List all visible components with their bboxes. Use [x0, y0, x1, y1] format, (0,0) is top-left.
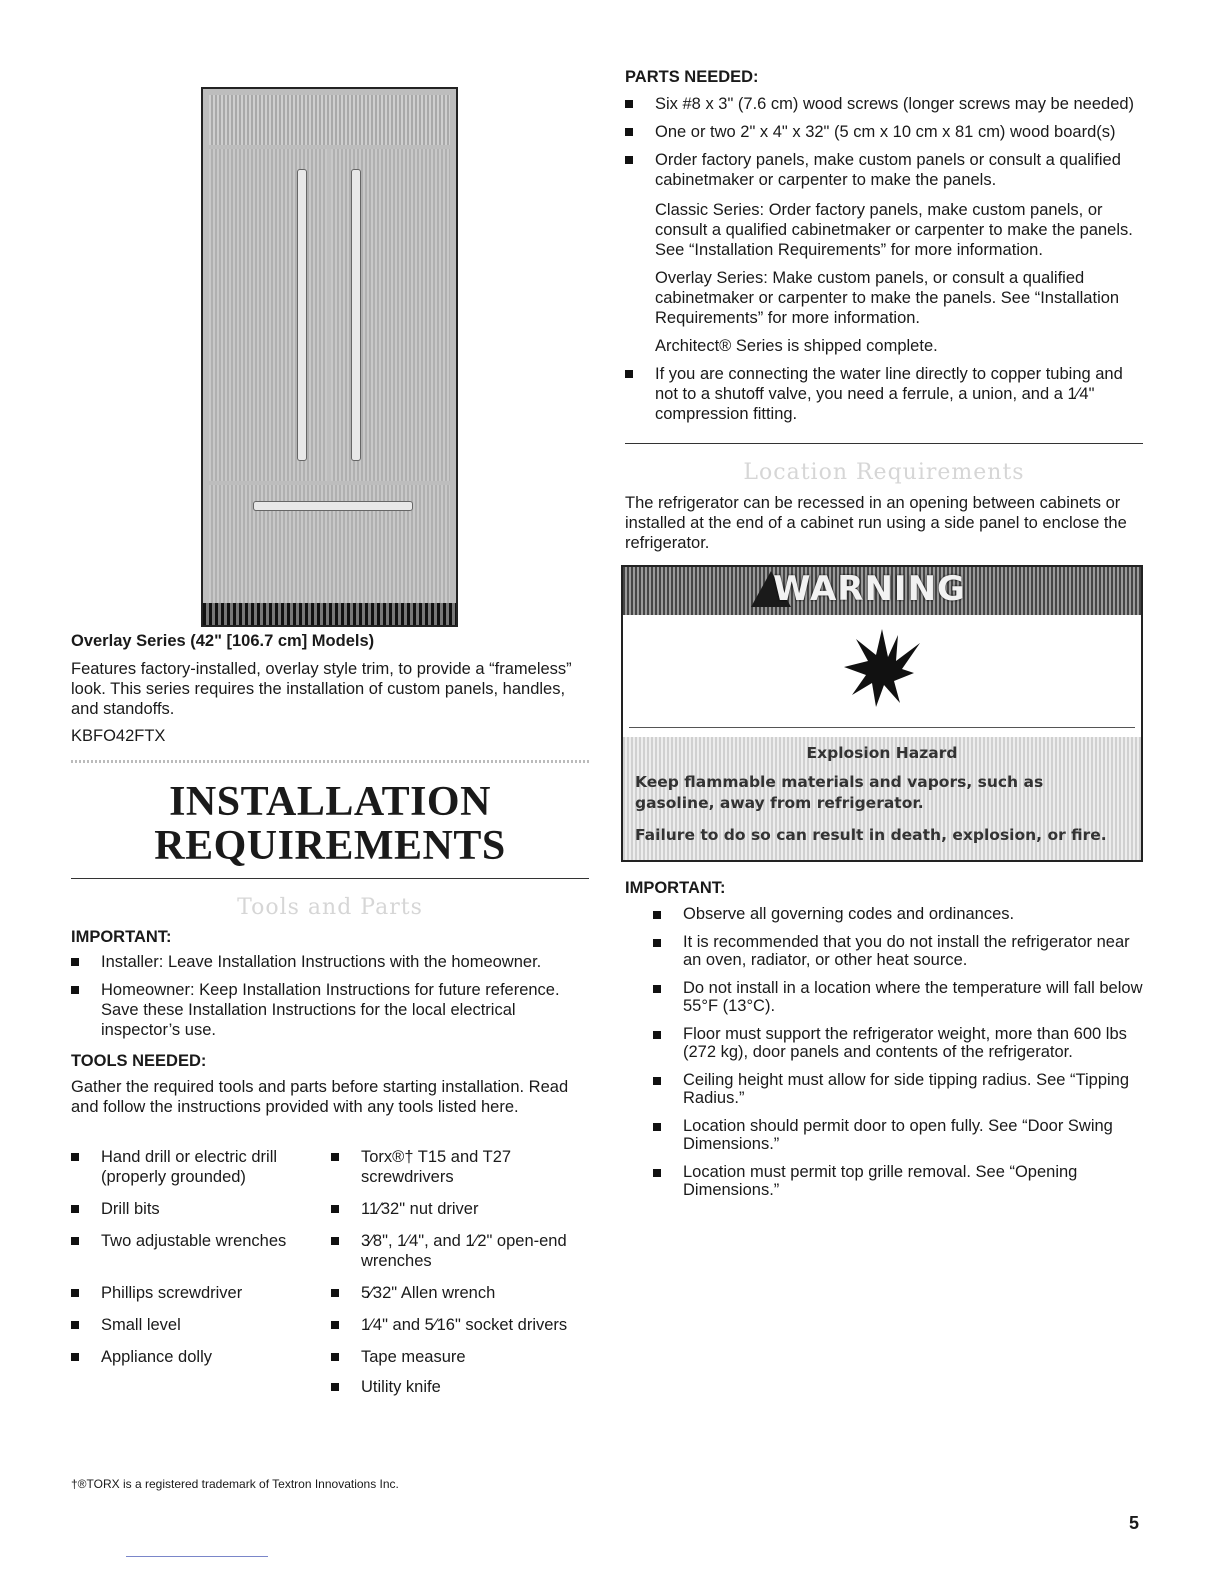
tool-item: 3⁄8", 1⁄4", and 1⁄2" open-end wrenches	[331, 1231, 591, 1271]
important-list	[71, 952, 589, 1048]
tool-item: Utility knife	[331, 1377, 591, 1397]
tools-right-column	[331, 1147, 591, 1407]
list-item: Location must permit top grille removal. See “Opening Dimensions.”	[625, 1163, 1145, 1199]
warning-symbol-area	[629, 615, 1135, 728]
tool-item: Small level	[71, 1315, 321, 1335]
explosion-icon	[842, 629, 922, 709]
model-number: KBFO42FTX	[71, 727, 166, 745]
page-number: 5	[1129, 1513, 1140, 1533]
bottom-rule	[126, 1556, 268, 1557]
location-intro: The refrigerator can be recessed in an opening between cabinets or installed at the end of a cabinet run using a side panel to enclose the refrigerator.	[625, 494, 1127, 552]
figure-caption-body: Features factory-installed, overlay style trim, to provide a “frameless” look. This series requires the installation of custom panels, handles, and standoffs.	[71, 660, 572, 718]
refrigerator-illustration	[201, 87, 458, 627]
list-item: Homeowner: Keep Installation Instructions for future reference. Save these Installation Instructions for the local electrical inspector’s use.	[71, 980, 589, 1040]
list-item: Six #8 x 3" (7.6 cm) wood screws (longer screws may be needed)	[625, 94, 1145, 114]
top-grille-panel	[209, 95, 450, 145]
location-section-title: Location Requirements	[743, 460, 1025, 485]
left-door-handle	[297, 169, 307, 461]
architect-series-note: Architect® Series is shipped complete.	[655, 337, 938, 355]
section-divider	[625, 443, 1143, 444]
main-title-line2: REQUIREMENTS	[154, 823, 506, 869]
tools-left-column	[71, 1147, 321, 1379]
footnote: †®TORX is a registered trademark of Textron Innovations Inc.	[71, 1477, 399, 1491]
list-item: Location should permit door to open fully. See “Door Swing Dimensions.”	[625, 1117, 1145, 1153]
tool-item: 11⁄32" nut driver	[331, 1199, 591, 1219]
parts-needed-label: PARTS NEEDED:	[625, 68, 759, 86]
location-important-list	[625, 905, 1145, 1209]
tool-item: 1⁄4" and 5⁄16" socket drivers	[331, 1315, 591, 1335]
list-item: Observe all governing codes and ordinances.	[625, 905, 1145, 923]
bottom-grille	[203, 603, 456, 625]
warning-word: WARNING	[773, 569, 966, 609]
list-item: Installer: Leave Installation Instructions with the homeowner.	[71, 952, 589, 972]
warning-header	[623, 567, 1141, 615]
tool-item: Appliance dolly	[71, 1347, 321, 1367]
tool-item: Torx®† T15 and T27 screwdrivers	[331, 1147, 591, 1187]
tool-item: Phillips screwdriver	[71, 1283, 321, 1303]
list-item: It is recommended that you do not install the refrigerator near an oven, radiator, or other heat source.	[625, 933, 1145, 969]
tools-needed-label: TOOLS NEEDED:	[71, 1052, 207, 1070]
hazard-title: Explosion Hazard	[806, 744, 958, 762]
right-door-panel	[331, 149, 450, 481]
main-title	[71, 780, 589, 868]
list-item: Order factory panels, make custom panels or consult a qualified cabinetmaker or carpenter to make the panels.	[625, 150, 1145, 190]
list-item: Ceiling height must allow for side tipping radius. See “Tipping Radius.”	[625, 1071, 1145, 1107]
dotted-divider	[71, 760, 589, 763]
classic-series-note: Classic Series: Order factory panels, make custom panels, or consult a qualified cabinetmaker or carpenter to make the panels. See “Installation Requirements” for more information.	[655, 201, 1133, 259]
tools-intro: Gather the required tools and parts before starting installation. Read and follow the instructions provided with any tools listed here.	[71, 1078, 569, 1116]
overlay-series-note: Overlay Series: Make custom panels, or consult a qualified cabinetmaker or carpenter to make the panels. See “Installation Requirements” for more information.	[655, 269, 1120, 327]
figure-caption-title: Overlay Series (42" [106.7 cm] Models)	[71, 632, 375, 650]
main-title-line1: INSTALLATION	[169, 779, 491, 825]
tool-item: Drill bits	[71, 1199, 321, 1219]
tool-item: Hand drill or electric drill (properly grounded)	[71, 1147, 321, 1187]
warning-body	[623, 737, 1141, 860]
warning-box	[621, 565, 1143, 862]
important-label: IMPORTANT:	[71, 928, 172, 946]
tool-item: 5⁄32" Allen wrench	[331, 1283, 591, 1303]
section-divider	[71, 878, 589, 879]
left-door-panel	[209, 149, 327, 481]
list-item: If you are connecting the water line directly to copper tubing and not to a shutoff valve, you need a ferrule, a union, and a 1⁄4" compression fitting.	[625, 364, 1145, 424]
tool-item: Two adjustable wrenches	[71, 1231, 321, 1251]
list-item: Floor must support the refrigerator weight, more than 600 lbs (272 kg), door panels and contents of the refrigerator.	[625, 1025, 1145, 1061]
hazard-line1: Keep flammable materials and vapors, such as gasoline, away from refrigerator.	[635, 773, 1044, 812]
list-item: Do not install in a location where the temperature will fall below 55°F (13°C).	[625, 979, 1145, 1015]
tool-item: Tape measure	[331, 1347, 591, 1367]
hazard-line2: Failure to do so can result in death, explosion, or fire.	[635, 826, 1107, 844]
tools-section-title: Tools and Parts	[237, 895, 423, 920]
list-item: One or two 2" x 4" x 32" (5 cm x 10 cm x 81 cm) wood board(s)	[625, 122, 1145, 142]
parts-list-wrapper	[625, 94, 1145, 432]
location-important-label: IMPORTANT:	[625, 879, 726, 897]
drawer-handle	[253, 501, 413, 511]
right-door-handle	[351, 169, 361, 461]
